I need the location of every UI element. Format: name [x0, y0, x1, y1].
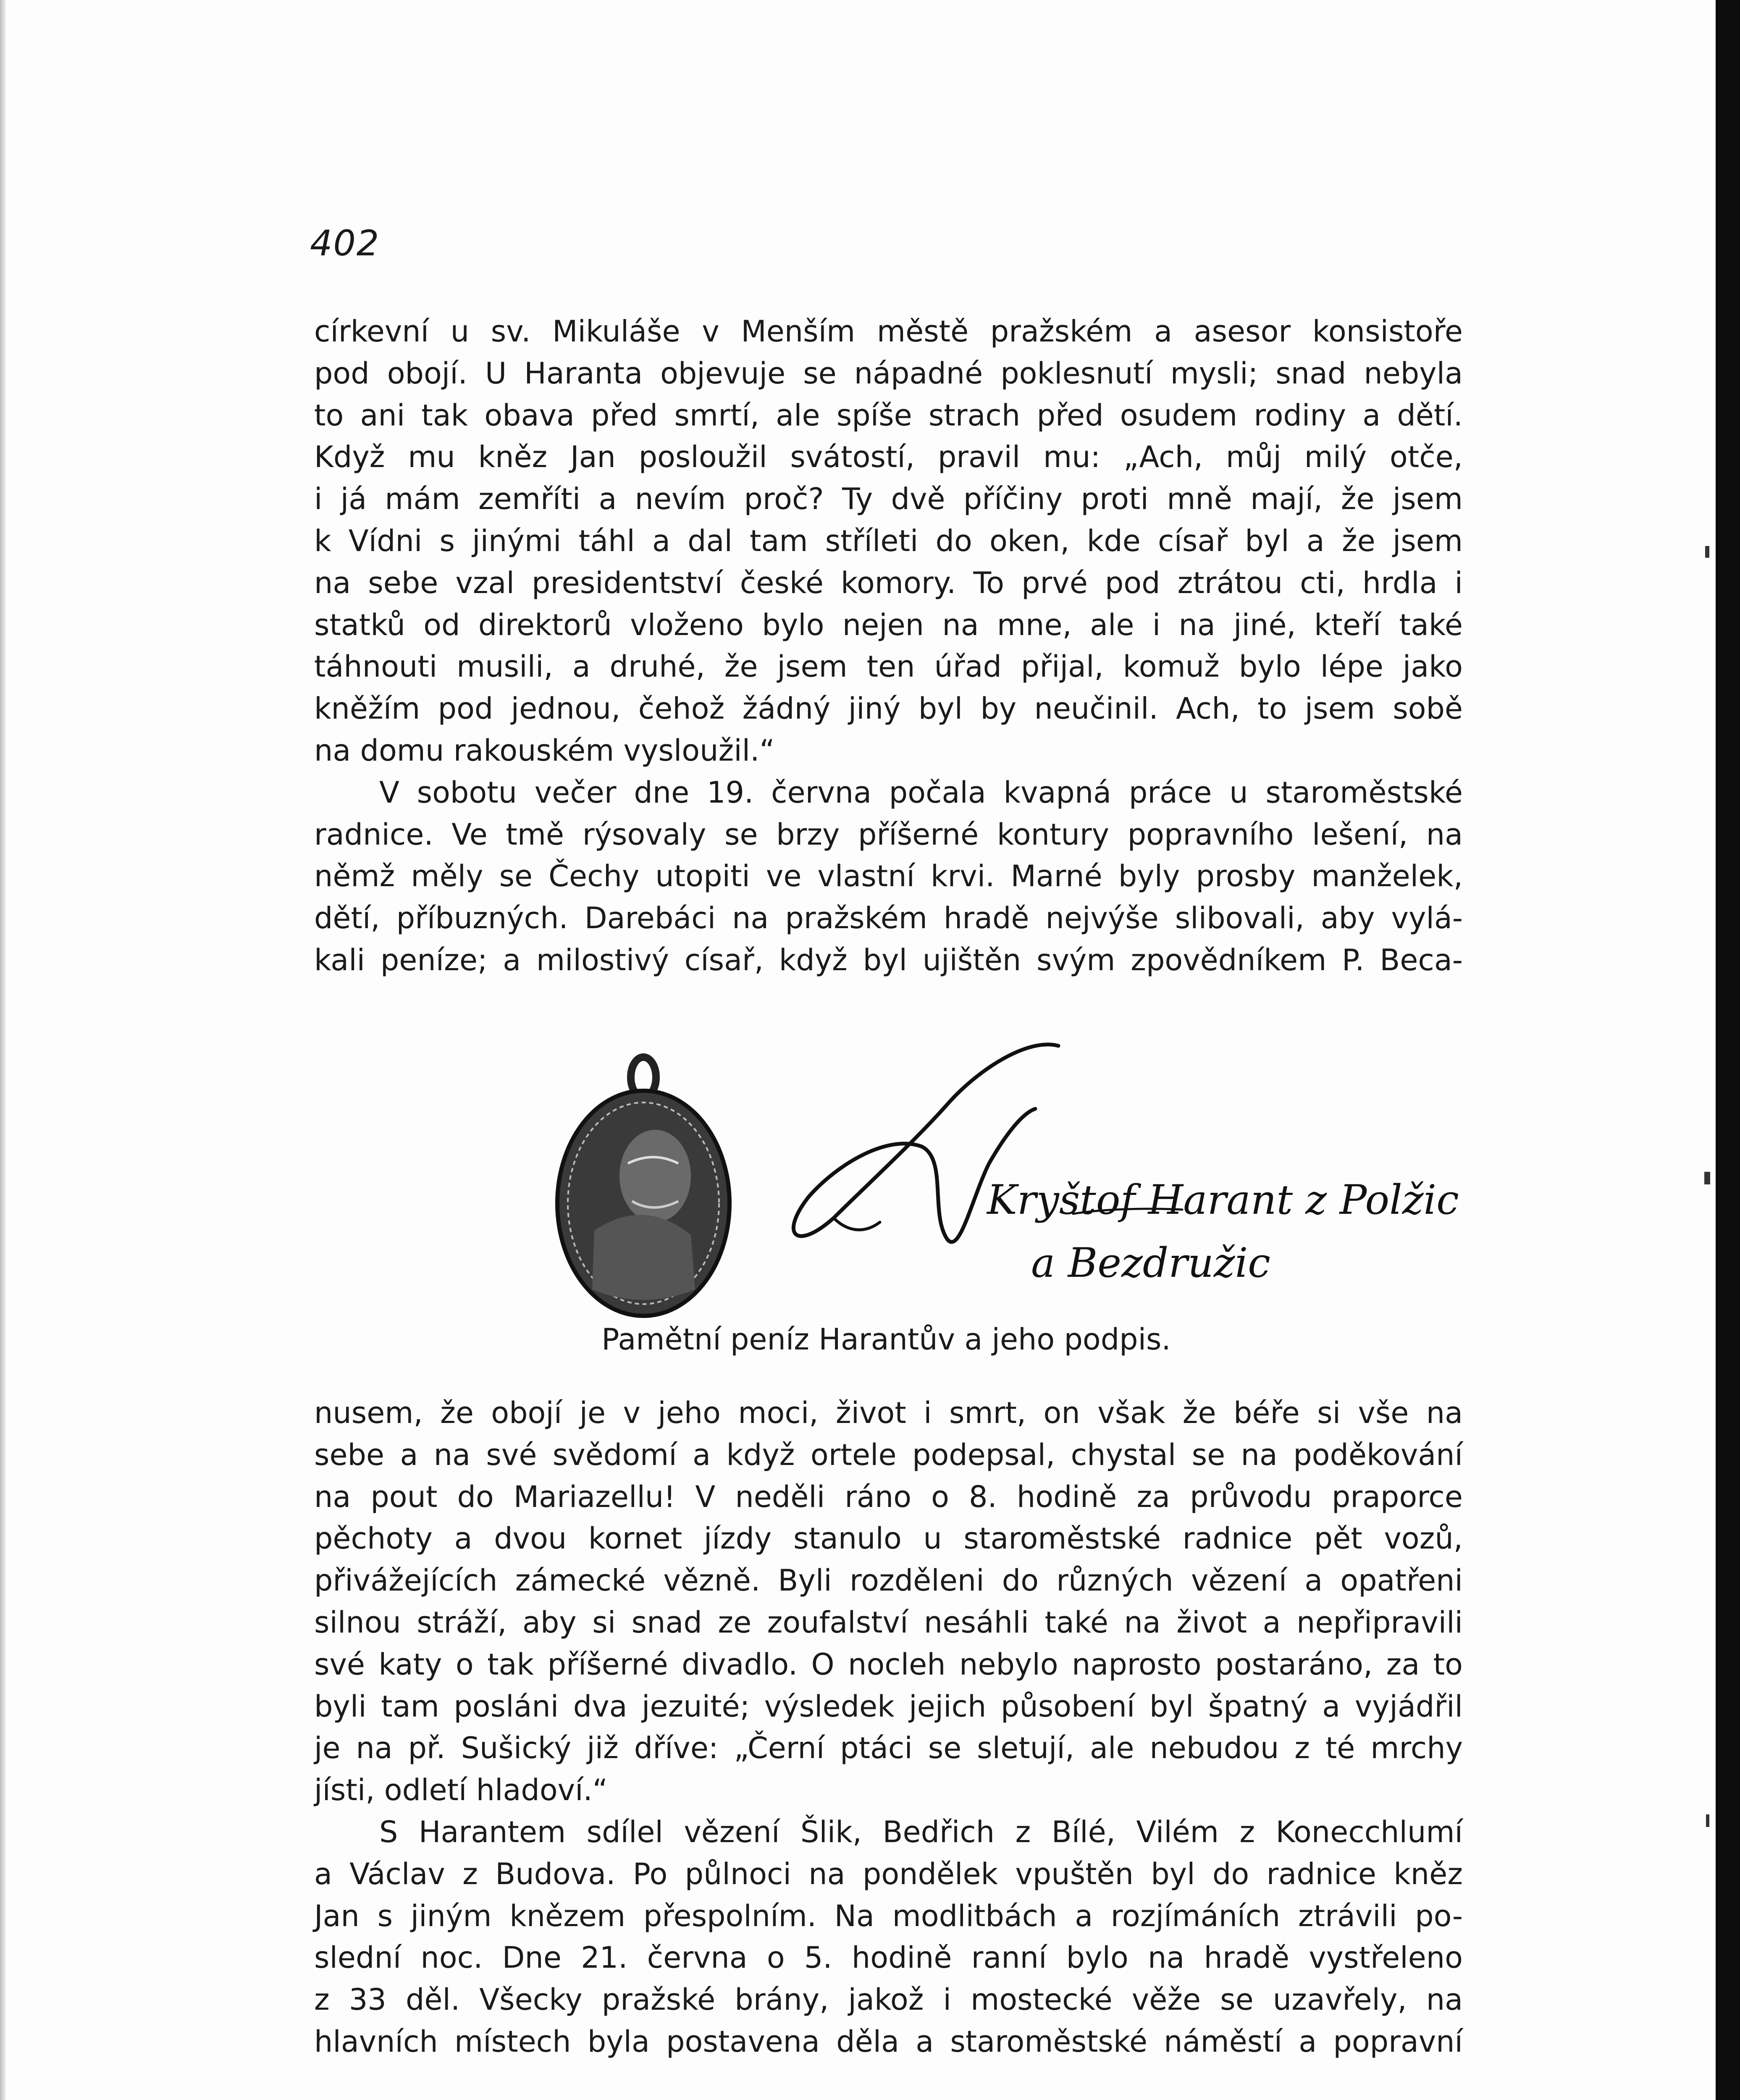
scan-mark	[1704, 1172, 1710, 1184]
text-line: byli tam posláni dva jezuité; výsledek jejich působení byl špatný a vyjádřil	[314, 1689, 1463, 1724]
figure-medal-signature	[544, 1037, 1459, 1331]
text-line: němž měly se Čechy utopiti ve vlastní krvi. Marné byly prosby manželek,	[314, 859, 1463, 894]
text-line: to ani tak obava před smrtí, ale spíše strach před osudem rodiny a dětí.	[314, 398, 1463, 433]
text-line: i já mám zemříti a nevím proč? Ty dvě příčiny proti mně mají, že jsem	[314, 482, 1463, 517]
text-line: Když mu kněz Jan posloužil svátostí, pravil mu: „Ach, můj milý otče,	[314, 440, 1463, 475]
text-line: z 33 děl. Všecky pražské brány, jakož i mostecké věže se uzavřely, na	[314, 1982, 1463, 2017]
text-line: a Václav z Budova. Po půlnoci na pondělek vpuštěn byl do radnice kněz	[314, 1856, 1463, 1891]
text-line: Jan s jiným knězem přespolním. Na modlitbách a rozjímáních ztrávili po-	[314, 1898, 1463, 1933]
text-block-top	[314, 311, 1463, 982]
text-line: V sobotu večer dne 19. června počala kvapná práce u staroměstské	[379, 775, 1463, 810]
text-line: silnou stráží, aby si snad ze zoufalství nesáhli také na život a nepřipravili	[314, 1605, 1463, 1640]
scan-mark	[1705, 546, 1709, 558]
text-line: hlavních místech byla postavena děla a staroměstské náměstí a popravní	[314, 2024, 1463, 2059]
text-line: radnice. Ve tmě rýsovaly se brzy příšerné kontury popravního lešení, na	[314, 817, 1463, 852]
text-line: církevní u sv. Mikuláše v Menším městě pražském a asesor konsistoře	[314, 314, 1463, 349]
signature-line-1: Kryštof Harant z Polžic	[987, 1176, 1459, 1223]
figure-caption: Pamětní peníz Harantův a jeho podpis.	[601, 1322, 1171, 1357]
text-line: na domu rakouském vysloužil.“	[314, 733, 775, 768]
scan-left-edge	[0, 0, 6, 2100]
text-line: pěchoty a dvou kornet jízdy stanulo u staroměstské radnice pět vozů,	[314, 1521, 1463, 1556]
text-line: k Vídni s jinými táhl a dal tam stříleti do oken, kde císař byl a že jsem	[314, 523, 1463, 558]
scan-mark	[1706, 1814, 1709, 1827]
text-block-bottom	[314, 1392, 1463, 2063]
text-line: na pout do Mariazellu! V neděli ráno o 8. hodině za průvodu praporce	[314, 1479, 1463, 1514]
text-line: nusem, že obojí je v jeho moci, život i smrt, on však že béře si vše na	[314, 1396, 1463, 1430]
text-line: statků od direktorů vloženo bylo nejen na mne, ale i na jiné, kteří také	[314, 607, 1463, 642]
text-line: kněžím pod jednou, čehož žádný jiný byl by neučinil. Ach, to jsem sobě	[314, 691, 1463, 726]
text-line: jísti, odletí hladoví.“	[314, 1773, 608, 1808]
text-line: sebe a na své svědomí a když ortele podepsal, chystal se na poděkování	[314, 1437, 1463, 1472]
text-line: své katy o tak příšerné divadlo. O nocleh nebylo naprosto postaráno, za to	[314, 1647, 1463, 1682]
text-line: slední noc. Dne 21. června o 5. hodině ranní bylo na hradě vystřeleno	[314, 1940, 1463, 1975]
scan-right-edge	[1716, 0, 1740, 2100]
signature-line-2: a Bezdružic	[1031, 1239, 1270, 1286]
figure-illustration	[544, 1037, 1459, 1331]
text-line: pod obojí. U Haranta objevuje se nápadné poklesnutí mysli; snad nebyla	[314, 356, 1463, 391]
text-line: je na př. Sušický již dříve: „Černí ptáci se sletují, ale nebudou z té mrchy	[314, 1731, 1463, 1766]
text-line: přivážejících zámecké vězně. Byli rozděleni do různých vězení a opatřeni	[314, 1563, 1463, 1598]
text-line: dětí, příbuzných. Darebáci na pražském hradě nejvýše slibovali, aby vylá-	[314, 901, 1463, 936]
portrait-ruff-icon	[592, 1215, 695, 1300]
text-line: S Harantem sdílel vězení Šlik, Bedřich z Bílé, Vilém z Konecchlumí	[379, 1814, 1463, 1849]
text-line: kali peníze; a milostivý císař, když byl ujištěn svým zpovědníkem P. Beca-	[314, 942, 1463, 977]
page-number: 402	[310, 223, 380, 264]
text-line: na sebe vzal presidentství české komory. To prvé pod ztrátou cti, hrdla i	[314, 565, 1463, 600]
text-line: táhnouti musili, a druhé, že jsem ten úřad přijal, komuž bylo lépe jako	[314, 649, 1463, 684]
